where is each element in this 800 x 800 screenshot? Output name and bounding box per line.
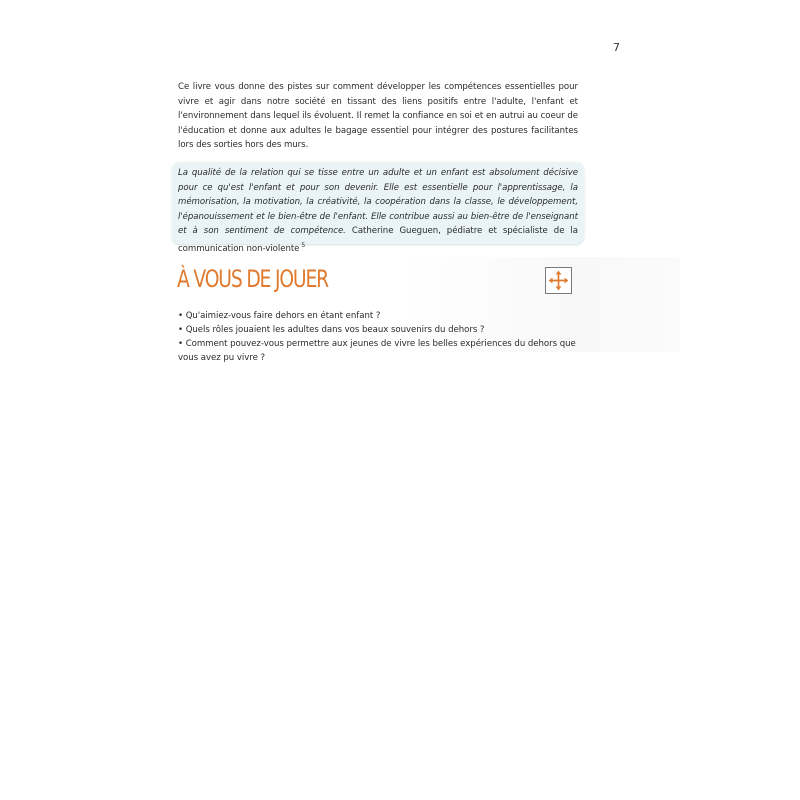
page-number: 7 [613, 41, 620, 54]
intro-section [178, 80, 578, 153]
question-item: • Comment pouvez-vous permettre aux jeunes de vivre les belles expériences du dehors que vous avez pu vivre ? [178, 339, 576, 363]
move-arrows-graphic [546, 268, 571, 293]
section-title: À VOUS DE JOUER [177, 265, 328, 293]
intro-paragraph: Ce livre vous donne des pistes sur comment développer les compétences essentielles pour vivre et agir dans notre société en tissant des liens positifs entre l'adulte, l'enfant et l'environnement dans lequel ils évoluent. Il remet la confiance en soi et en autrui au coeur de l'éducation et donne aux adultes le bagage essentiel pour intégrer des postures facilitantes lors des sorties hors des murs. [178, 82, 578, 151]
question-item: • Qu'aimiez-vous faire dehors en étant enfant ? [178, 311, 381, 321]
move-arrows-icon [545, 267, 572, 294]
quote-text: La qualité de la relation qui se tisse entre un adulte et un enfant est absolument décisive pour ce qu'est l'enfant et pour son devenir. Elle est essentielle pour l'apprentissage, la mémorisation, la motivation, la créativité, la coopération dans la classe, le développement, l'épanouissement et le bien-être de l'enfant. Elle contribue aussi au bien-être de l'enseignant et à son sentiment de compétence. [178, 168, 578, 237]
question-list [178, 309, 588, 365]
quote-author: Catherine Gueguen, pédiatre et spécialiste de la communication non-violente [178, 226, 578, 254]
quote-paragraph [178, 166, 578, 256]
question-item: • Quels rôles jouaient les adultes dans vos beaux souvenirs du dehors ? [178, 325, 485, 335]
footnote-marker: 5 [301, 241, 306, 249]
